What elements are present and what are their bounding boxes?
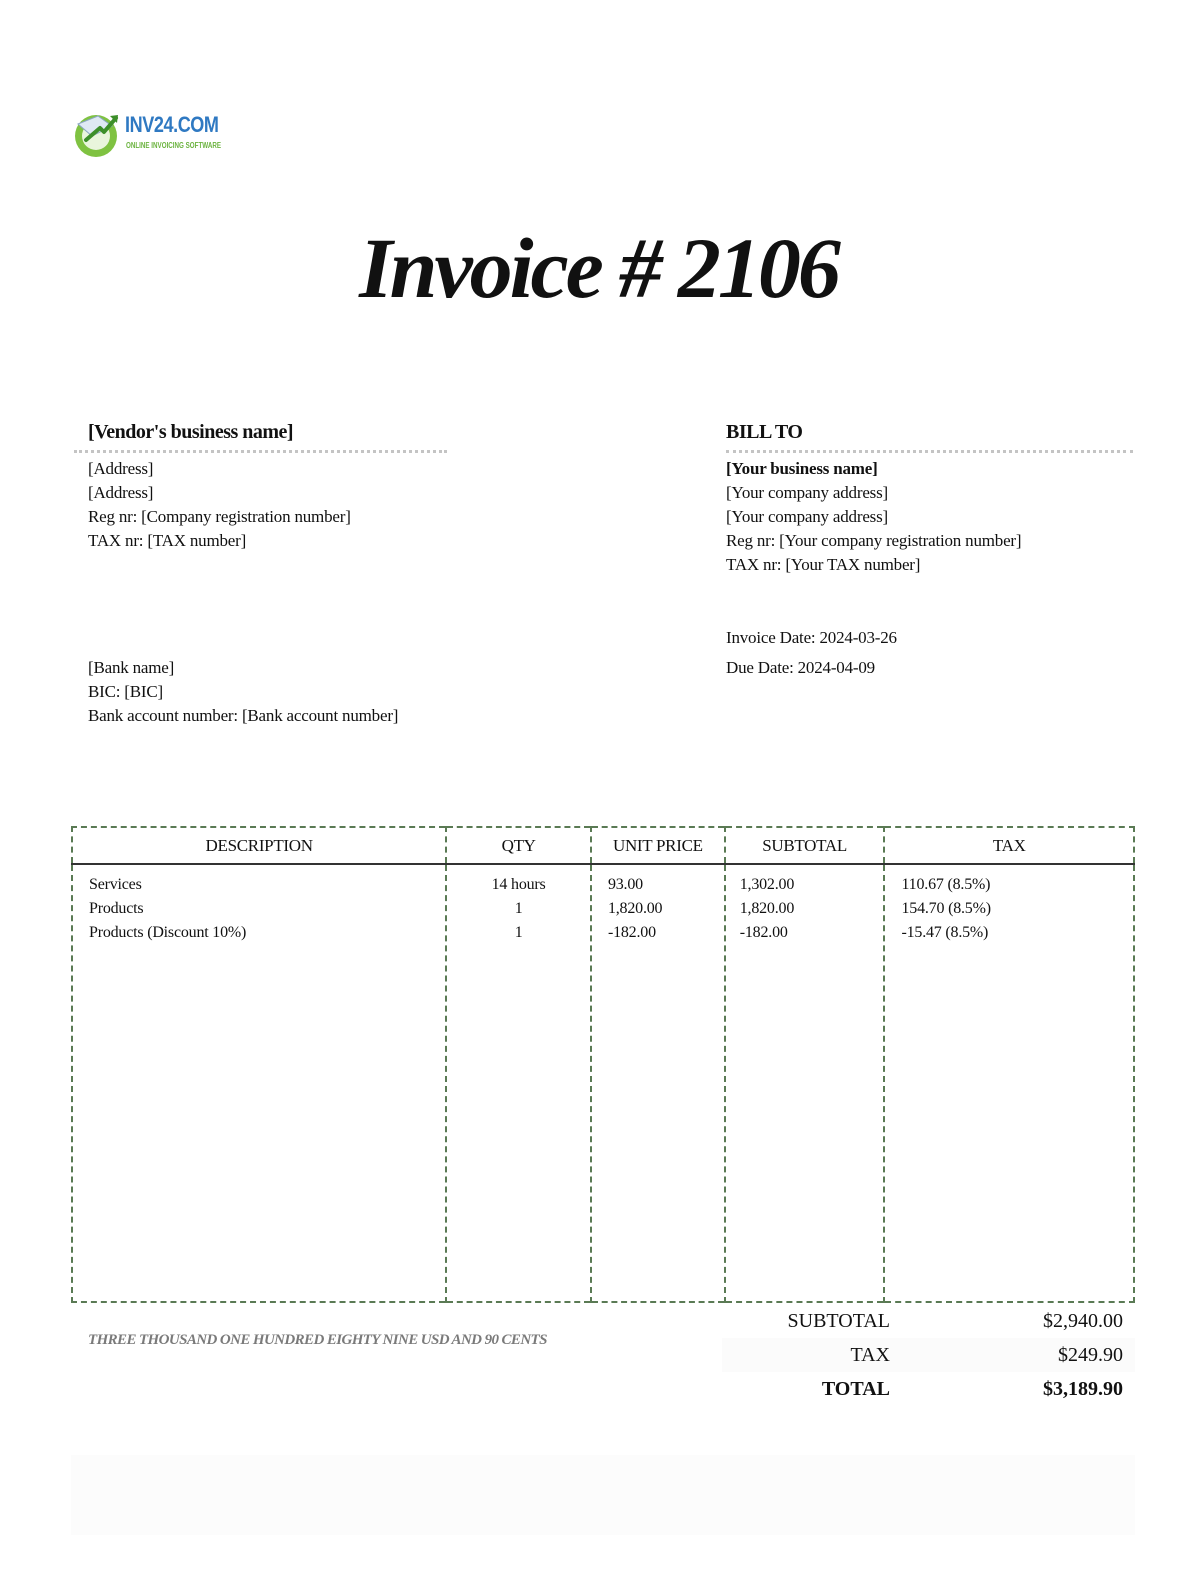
qty-column bbox=[446, 864, 591, 1302]
total-label: TOTAL bbox=[821, 1378, 890, 1400]
footer-area bbox=[71, 1455, 1135, 1535]
description-column bbox=[72, 864, 446, 1302]
row-2-qty: 1 bbox=[514, 900, 523, 917]
divider bbox=[726, 450, 1133, 453]
total-row bbox=[722, 1372, 1135, 1406]
row-3-unit-price: -182.00 bbox=[607, 924, 656, 941]
invoice-title: Invoice # 2106 bbox=[359, 220, 838, 316]
company-logo bbox=[72, 110, 232, 160]
bank-account: Bank account number: [Bank account number] bbox=[88, 706, 399, 725]
amount-in-words: THREE THOUSAND ONE HUNDRED EIGHTY NINE USD AND 90 CENTS bbox=[88, 1332, 547, 1348]
tax-value: $249.90 bbox=[1058, 1344, 1123, 1366]
bank-name: [Bank name] bbox=[88, 658, 175, 677]
header-subtotal: SUBTOTAL bbox=[725, 827, 885, 864]
logo-name: INV24.COM bbox=[125, 112, 219, 137]
header-unit-price: UNIT PRICE bbox=[591, 827, 725, 864]
row-1-qty: 14 hours bbox=[491, 876, 546, 893]
bank-info bbox=[74, 656, 398, 728]
tax-row bbox=[722, 1338, 1135, 1372]
line-items-table bbox=[71, 826, 1135, 1303]
row-1-description: Services bbox=[89, 876, 142, 893]
logo-icon bbox=[72, 110, 120, 158]
invoice-date: Invoice Date: 2024-03-26 bbox=[726, 628, 897, 647]
tax-column bbox=[884, 864, 1134, 1302]
client-address-1: [Your company address] bbox=[726, 483, 888, 502]
vendor-info bbox=[74, 420, 447, 553]
row-1-unit-price: 93.00 bbox=[607, 876, 643, 893]
row-2-subtotal: 1,820.00 bbox=[739, 900, 795, 917]
header-description: DESCRIPTION bbox=[72, 827, 446, 864]
subtotal-label: SUBTOTAL bbox=[787, 1310, 890, 1332]
bill-to-info bbox=[726, 420, 1133, 577]
row-3-qty: 1 bbox=[514, 924, 523, 941]
totals-summary bbox=[722, 1304, 1135, 1406]
client-reg-number: Reg nr: [Your company registration number] bbox=[726, 531, 1022, 550]
row-2-unit-price: 1,820.00 bbox=[607, 900, 663, 917]
tax-label: TAX bbox=[850, 1344, 890, 1366]
row-1-tax: 110.67 (8.5%) bbox=[901, 876, 991, 893]
vendor-name: [Vendor's business name] bbox=[88, 421, 294, 443]
row-3-subtotal: -182.00 bbox=[739, 924, 788, 941]
table-header-row bbox=[72, 827, 1134, 864]
vendor-reg-number: Reg nr: [Company registration number] bbox=[88, 507, 351, 526]
row-2-tax: 154.70 (8.5%) bbox=[901, 900, 991, 917]
client-name: [Your business name] bbox=[726, 459, 878, 478]
subtotal-value: $2,940.00 bbox=[1043, 1310, 1123, 1332]
row-1-subtotal: 1,302.00 bbox=[739, 876, 795, 893]
row-3-tax: -15.47 (8.5%) bbox=[901, 924, 989, 941]
vendor-tax-number: TAX nr: [TAX number] bbox=[88, 531, 247, 550]
total-value: $3,189.90 bbox=[1043, 1378, 1123, 1400]
client-address-2: [Your company address] bbox=[726, 507, 888, 526]
vendor-address-2: [Address] bbox=[88, 483, 154, 502]
row-3-description: Products (Discount 10%) bbox=[89, 924, 247, 941]
invoice-dates bbox=[726, 623, 1133, 683]
row-2-description: Products bbox=[89, 900, 144, 917]
subtotal-column bbox=[725, 864, 885, 1302]
subtotal-row bbox=[722, 1304, 1135, 1338]
vendor-address-1: [Address] bbox=[88, 459, 154, 478]
unit-price-column bbox=[591, 864, 725, 1302]
logo-tagline: ONLINE INVOICING SOFTWARE bbox=[126, 141, 221, 150]
client-tax-number: TAX nr: [Your TAX number] bbox=[726, 555, 921, 574]
bank-bic: BIC: [BIC] bbox=[88, 682, 163, 701]
due-date: Due Date: 2024-04-09 bbox=[726, 658, 875, 677]
divider bbox=[74, 450, 447, 453]
header-tax: TAX bbox=[884, 827, 1134, 864]
header-qty: QTY bbox=[446, 827, 591, 864]
bill-to-heading: BILL TO bbox=[726, 421, 803, 443]
